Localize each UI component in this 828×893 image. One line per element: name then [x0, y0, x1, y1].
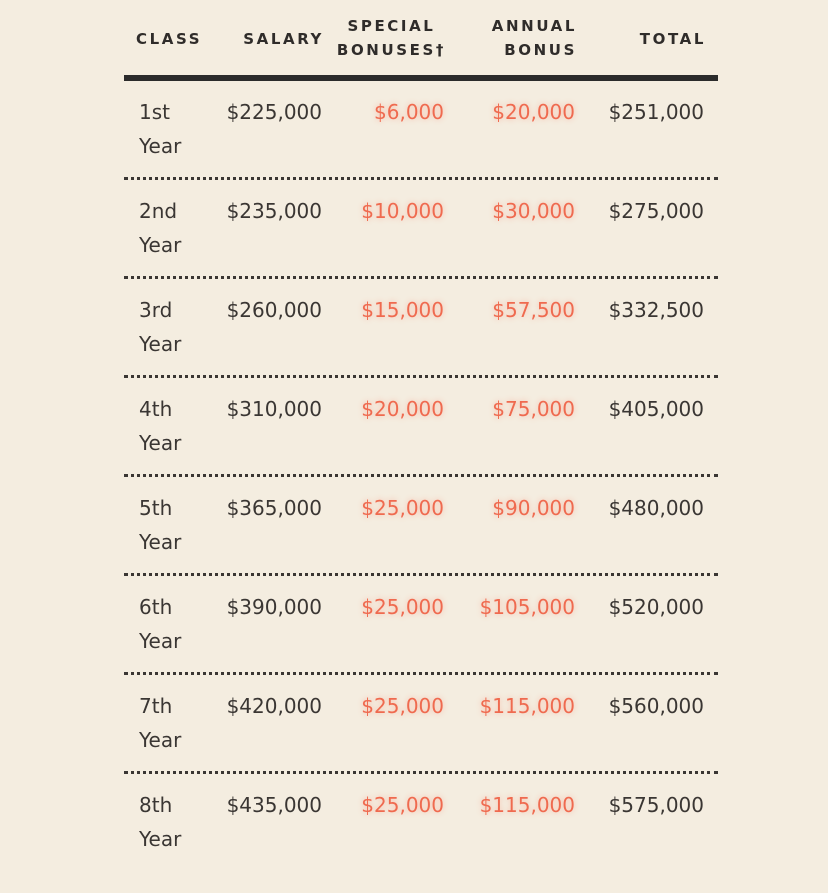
salary-cell: $225,000 — [226, 100, 322, 124]
class-year: Year — [139, 134, 182, 158]
special-bonus-cell: $15,000 — [361, 298, 444, 322]
class-ordinal: 3rd — [139, 298, 173, 322]
class-ordinal: 5th — [139, 496, 173, 520]
class-ordinal: 6th — [139, 595, 173, 619]
table-row-5 — [124, 474, 718, 573]
special-bonus-cell: $25,000 — [361, 496, 444, 520]
annual-bonus-cell: $20,000 — [492, 100, 575, 124]
total-cell: $332,500 — [608, 298, 704, 322]
class-year: Year — [139, 233, 182, 257]
annual-bonus-cell: $115,000 — [479, 793, 575, 817]
special-bonus-cell: $25,000 — [361, 793, 444, 817]
total-cell: $405,000 — [608, 397, 704, 421]
annual-bonus-cell: $90,000 — [492, 496, 575, 520]
total-cell: $560,000 — [608, 694, 704, 718]
table-body — [124, 81, 718, 870]
header-special-bonuses — [337, 14, 446, 62]
salary-cell: $260,000 — [226, 298, 322, 322]
total-cell: $251,000 — [608, 100, 704, 124]
salary-cell: $435,000 — [226, 793, 322, 817]
header-salary: SALARY — [243, 30, 324, 48]
total-cell: $575,000 — [608, 793, 704, 817]
header-annual-bonus — [492, 14, 577, 62]
table-row-6 — [124, 573, 718, 672]
total-cell: $520,000 — [608, 595, 704, 619]
class-year: Year — [139, 827, 182, 851]
class-ordinal: 4th — [139, 397, 173, 421]
annual-bonus-cell: $57,500 — [492, 298, 575, 322]
class-cell — [139, 293, 209, 361]
class-ordinal: 2nd — [139, 199, 178, 223]
header-special-line1: SPECIAL — [347, 17, 436, 35]
salary-cell: $390,000 — [226, 595, 322, 619]
table-row-8 — [124, 771, 718, 870]
annual-bonus-cell: $30,000 — [492, 199, 575, 223]
table-row-3 — [124, 276, 718, 375]
class-cell — [139, 491, 209, 559]
salary-cell: $420,000 — [226, 694, 322, 718]
class-ordinal: 8th — [139, 793, 173, 817]
total-cell: $275,000 — [608, 199, 704, 223]
header-annual-line2: BONUS — [504, 41, 577, 59]
header-annual-line1: ANNUAL — [491, 17, 577, 35]
header-total: TOTAL — [639, 30, 706, 48]
class-cell — [139, 95, 209, 163]
class-cell — [139, 689, 209, 757]
header-special-line2: BONUSES† — [336, 41, 446, 59]
class-year: Year — [139, 530, 182, 554]
annual-bonus-cell: $115,000 — [479, 694, 575, 718]
class-year: Year — [139, 431, 182, 455]
class-ordinal: 7th — [139, 694, 173, 718]
class-cell — [139, 788, 209, 856]
annual-bonus-cell: $75,000 — [492, 397, 575, 421]
total-cell: $480,000 — [608, 496, 704, 520]
special-bonus-cell: $6,000 — [374, 100, 444, 124]
compensation-table — [124, 0, 718, 851]
class-year: Year — [139, 629, 182, 653]
special-bonus-cell: $25,000 — [361, 595, 444, 619]
table-row-4 — [124, 375, 718, 474]
special-bonus-cell: $25,000 — [361, 694, 444, 718]
header-class: CLASS — [136, 30, 203, 48]
salary-cell: $310,000 — [226, 397, 322, 421]
table-row-7 — [124, 672, 718, 771]
annual-bonus-cell: $105,000 — [479, 595, 575, 619]
special-bonus-cell: $20,000 — [361, 397, 444, 421]
table-row-2 — [124, 177, 718, 276]
class-cell — [139, 392, 209, 460]
table-header — [124, 0, 718, 78]
salary-cell: $235,000 — [226, 199, 322, 223]
salary-cell: $365,000 — [226, 496, 322, 520]
class-cell — [139, 194, 209, 262]
class-year: Year — [139, 728, 182, 752]
class-year: Year — [139, 332, 182, 356]
class-ordinal: 1st — [139, 100, 170, 124]
table-row-1 — [124, 81, 718, 177]
special-bonus-cell: $10,000 — [361, 199, 444, 223]
class-cell — [139, 590, 209, 658]
